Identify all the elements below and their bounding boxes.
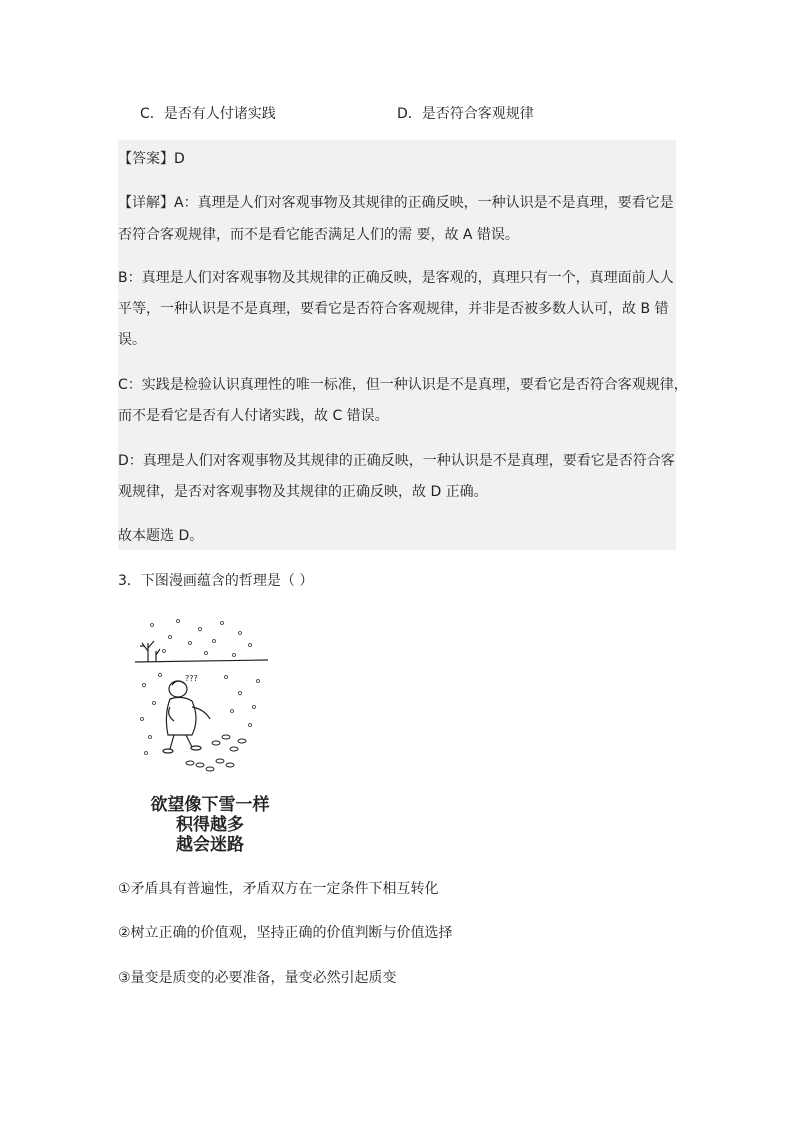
answer-explanation-block	[118, 140, 688, 550]
detail-line: 观规律，是否对客观事物及其规律的正确反映，故 D 正确。	[118, 484, 488, 500]
footprints-icon	[186, 735, 246, 771]
detail-line: C：实践是检验认识真理性的唯一标准，但一种认识是不是真理，要看它是否符合客观规律，	[118, 377, 688, 393]
confused-marks: ???	[185, 674, 198, 683]
comic-caption-line: 欲望像下雪一样	[150, 795, 270, 815]
person-in-snow-icon	[163, 681, 210, 753]
detail-line: 故本题选 D。	[118, 528, 204, 544]
detail-line: 平等，一种认识是不是真理，要看它是否符合客观规律，并非是否被多数人认可，故 B 错	[118, 301, 669, 317]
bare-tree-icon	[140, 641, 160, 662]
detail-line: D：真理是人们对客观事物及其规律的正确反映，一种认识是不是真理，要看它是否符合客	[118, 453, 675, 469]
statement-2: ②树立正确的价值观，坚持正确的价值判断与价值选择	[118, 925, 453, 941]
detail-line: 【详解】A：真理是人们对客观事物及其规律的正确反映，一种认识是不是真理，要看它是	[118, 195, 674, 211]
option-c: C．是否有人付诸实践	[140, 106, 276, 122]
statement-1: ①矛盾具有普遍性，矛盾双方在一定条件下相互转化	[118, 881, 439, 897]
snowflakes	[141, 620, 260, 755]
answer-label: 【答案】D	[118, 151, 185, 167]
question-3-stem: 3．下图漫画蕴含的哲理是（ ）	[118, 573, 314, 589]
comic-caption-line: 积得越多	[176, 815, 244, 835]
detail-line: 而不是看它是否有人付诸实践，故 C 错误。	[118, 408, 389, 424]
comic-caption-line: 越会迷路	[176, 835, 244, 855]
ground-line	[135, 660, 268, 662]
option-d: D．是否符合客观规律	[397, 106, 534, 122]
detail-line: 否符合客观规律，而不是看它能否满足人们的需 要，故 A 错误。	[118, 227, 519, 243]
detail-line: B：真理是人们对客观事物及其规律的正确反映，是客观的，真理只有一个，真理面前人人	[118, 270, 674, 286]
statement-3: ③量变是质变的必要准备，量变必然引起质变	[118, 970, 397, 986]
detail-line: 误。	[118, 332, 146, 348]
